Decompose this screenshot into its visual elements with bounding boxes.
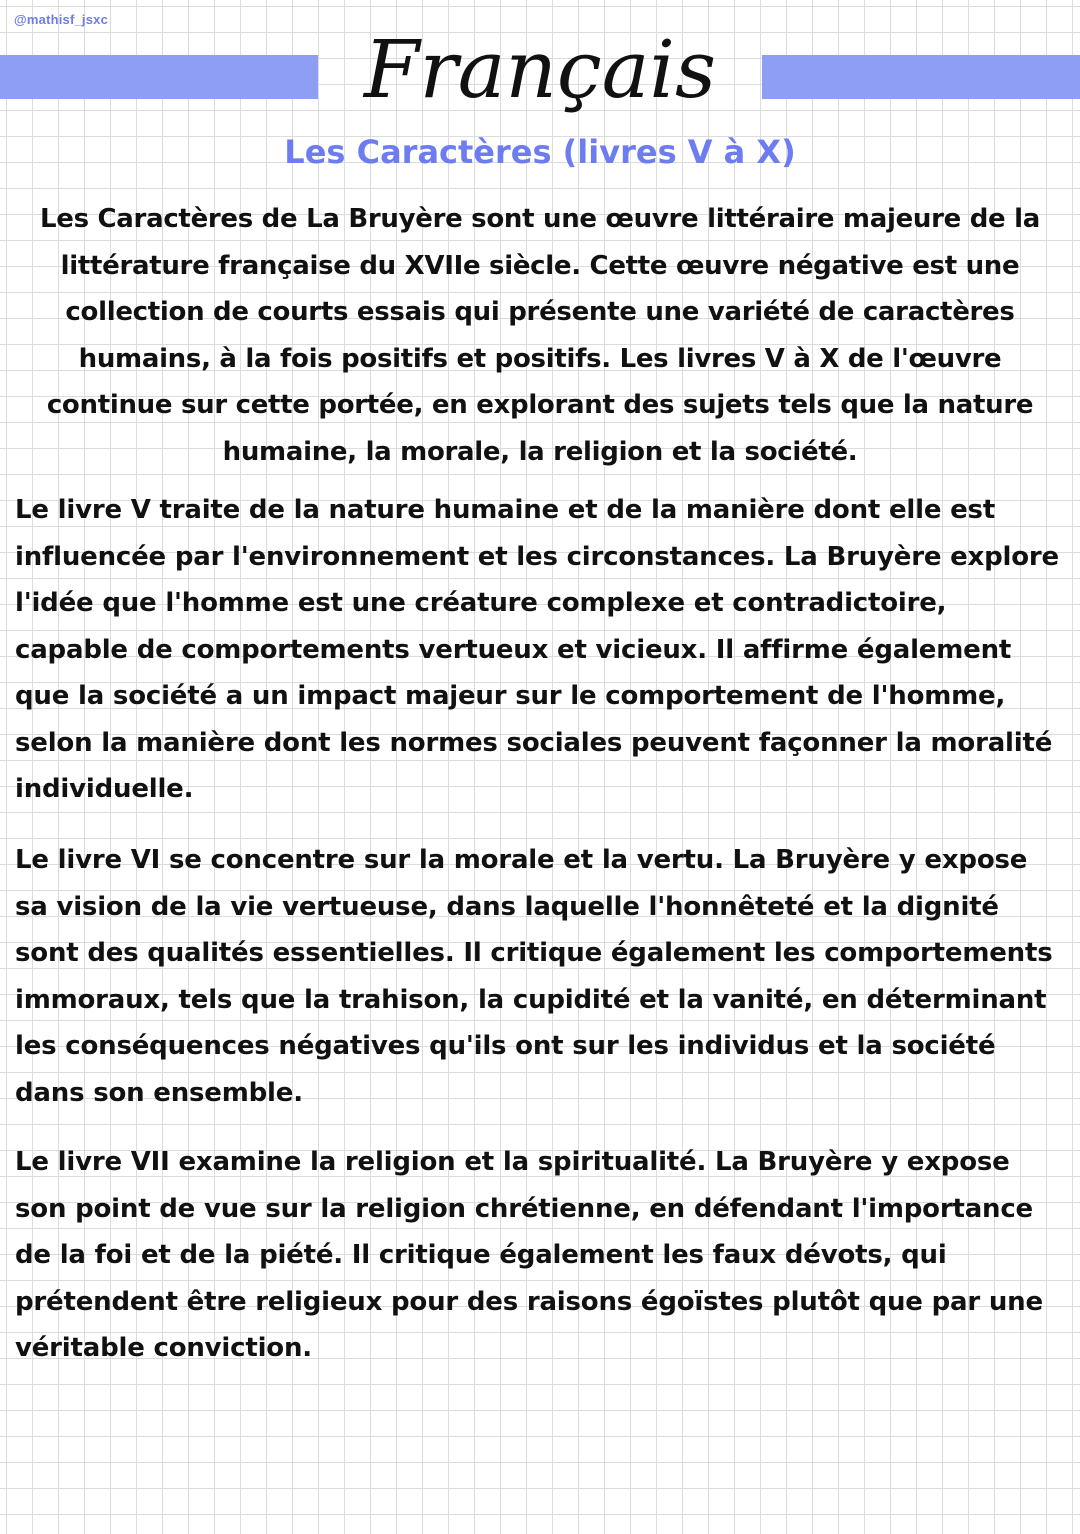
livre-vi-paragraph: Le livre VI se concentre sur la morale et la vertu. La Bruyère y expose sa vision de la vie vertueuse, dans laquelle l'honnêteté et la dignité sont des qualités essentielles. Il critique également les comportements immoraux, tels que la trahison, la cupidité et la vanité, en déterminant les conséquences négatives qu'ils ont sur les individus et la société dans son ensemble. <box>15 845 1053 1108</box>
page-title: Français <box>363 23 717 116</box>
livre-v-paragraph: Le livre V traite de la nature humaine et de la manière dont elle est influencée par l'environnement et les circonstances. La Bruyère explore l'idée que l'homme est une créature complexe et contradictoire, capable de comportements vertueux et vicieux. Il affirme également que la société a un impact majeur sur le comportement de l'homme, selon la manière dont les normes sociales peuvent façonner la moralité individuelle. <box>15 495 1059 804</box>
page-subtitle: Les Caractères (livres V à X) <box>284 133 796 171</box>
intro-paragraph: Les Caractères de La Bruyère sont une œuvre littéraire majeure de la littérature française du XVIIe siècle. Cette œuvre négative est une collection de courts essais qui présente une variété de caractères humains, à la fois positifs et positifs. Les livres V à X de l'œuvre continue sur cette portée, en explorant des sujets tels que la nature humaine, la morale, la religion et la société. <box>40 204 1040 467</box>
author-handle: @mathisf_jsxc <box>14 12 109 27</box>
livre-vii-paragraph: Le livre VII examine la religion et la spiritualité. La Bruyère y expose son point de vue sur la religion chrétienne, en défendant l'importance de la foi et de la piété. Il critique également les faux dévots, qui prétendent être religieux pour des raisons égoïstes plutôt que par une véritable conviction. <box>15 1147 1043 1363</box>
